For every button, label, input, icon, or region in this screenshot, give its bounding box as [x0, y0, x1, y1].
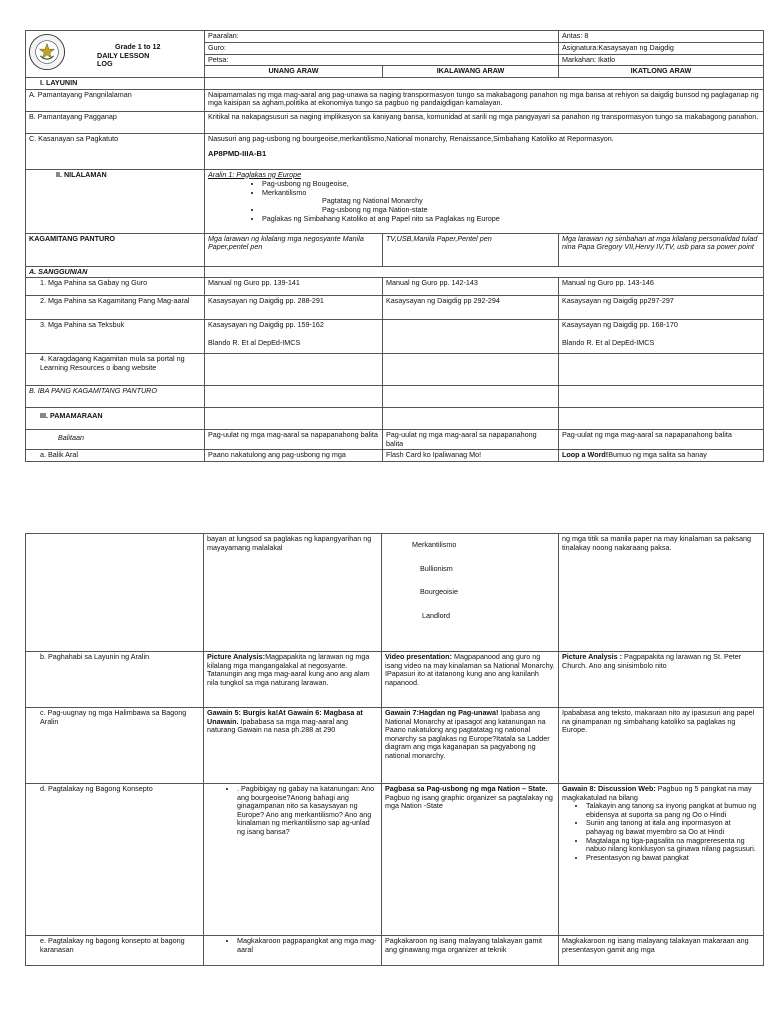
pagtalakay-day2: Pagbasa sa Pag-usbong ng mga Nation – State. Pagbuo ng isang graphic organizer sa pagtalakay ng mga Nation -State [382, 784, 559, 936]
pamantayang-pagganap-text: Kritikal na nakapagsusuri sa naging implikasyon sa kaniyang bansa, komunidad at sarili ng mga pangyayari sa panahon ng transpormasyon tungo sa makabagong panahon. [205, 111, 764, 133]
lesson-log-page-1 [25, 30, 763, 462]
paghahabi-label: b. Paghahabi sa Layunin ng Aralin [26, 652, 204, 708]
word-item: Landlord [422, 610, 450, 620]
layunin-heading: I. LAYUNIN [26, 78, 205, 90]
sanggunian-row-2-label: 2. Mga Pahina sa Kagamitang Pang Mag-aaral [26, 296, 205, 320]
deped-seal-icon [28, 33, 66, 71]
sanggunian-row-2-day1: Kasaysayan ng Daigdig pp. 288-291 [205, 296, 383, 320]
lesson-log-page-2 [25, 533, 763, 966]
list-item: • Pag-usbong ng mga Nation-state [262, 206, 760, 215]
antas-field: Antas: 8 [559, 31, 764, 43]
list-item: • Magtalaga ng tiga-pagsalita na magpreresenta ng nabuo nilang konklusyon sa ginawa nilang pagsusuri. [586, 837, 760, 854]
kasanayan-text: Nasusuri ang pag-usbong ng bourgeoise,merkantilismo,National monarchy, Renaissance,Simbahang Katoliko at Repormasyon. AP8PMD-IIIA-B1 [205, 133, 764, 169]
sanggunian-row-1-label: 1. Mga Pahina sa Gabay ng Guro [26, 278, 205, 296]
list-item: • Talakayin ang tanong sa inyong pangkat at bumuo ng ebidensya at suporta sa pang ng Oo o Hindi [586, 802, 760, 819]
kasanayan-label: C. Kasanayan sa Pagkatuto [26, 133, 205, 169]
pagtalakay-day3: Gawain 8: Discussion Web: Pagbuo ng 5 pangkat na may magkakatulad na bilang • Talakayin ang tanong sa inyong pangkat at bumuo ng ebidensya at suporta sa pang ng Oo o Hindi • Suriin ang tanong at itala ang inpormasyon at pahayag ng bawat myembro sa Oo at Hindi • Magtalaga ng tiga-pagsalita na magpreresenta ng nabuo nilang konklusyon sa ginawa nilang pagsusuri. • Presentasyon ng bawat pangkat [559, 784, 764, 936]
sanggunian-row-1-day1: Manual ng Guro pp. 139-141 [205, 278, 383, 296]
sanggunian-heading: A. SANGGUNIAN [26, 266, 205, 278]
word-item: Bullionism [420, 563, 453, 573]
paghahabi-day2: Video presentation: Magpapanood ang guro ng isang video na may kinalaman sa National Monarchy. IPapasuri ito at itatanong kung ano ang kanilanh napanood. [382, 652, 559, 708]
pagtalakay-bagong-karanasan-label: e. Pagtalakay ng bagong konsepto at bagong karanasan [26, 936, 204, 966]
iba-pang-kagamitan-label: B. IBA PANG KAGAMITANG PANTURO [26, 386, 205, 408]
kagamitan-label: KAGAMITANG PANTURO [26, 233, 205, 266]
pagtalakay-e-day1 [204, 936, 382, 966]
list-item: Pagtatag ng National Monarchy [322, 196, 423, 206]
document-title: Grade 1 to 12 DAILY LESSON LOG [97, 42, 161, 69]
balik-aral-day2: Flash Card ko Ipaliwanag Mo! [383, 450, 559, 462]
petsa-field: Petsa: [205, 54, 559, 66]
kagamitan-day2: TV,USB,Manila Paper,Pentel pen [383, 233, 559, 266]
list-item: • . Pagbibigay ng gabay na katanungan: Ano ang bourgeoise?Anong bahagi ang ginagampanan nito sa kasaysayan ng Europe? Ano ang merkantilismo? Ano ang kinalaman ng merkantilismo sap ag-unlad ng isang bansa? [237, 785, 378, 837]
list-item: • Presentasyon ng bawat pangkat [586, 854, 760, 863]
list-item: • Pag-usbong ng Bougeoise, [262, 180, 760, 189]
pamamaraan-heading: III. PAMAMARAAN [26, 408, 205, 430]
lesson-log-table-2 [25, 533, 764, 966]
pamantayang-pangnilalaman-label: A. Pamantayang Pangnilalaman [26, 89, 205, 111]
day1-header: UNANG ARAW [205, 66, 383, 78]
balitaan-day1: Pag-uulat ng mga mag-aaral sa napapanahong balita [205, 430, 383, 450]
paaralan-field: Paaralan: [205, 31, 559, 43]
sanggunian-row-3-day1: Kasaysayan ng Daigdig pp. 159-162 Blando R. Et al DepEd-IMCS [205, 320, 383, 354]
kagamitan-day3: Mga larawan ng simbahan at mga kilalang personalidad tulad nina Papa Gregory VII,Henry IV,TV, usb para sa power point [559, 233, 764, 266]
balik-aral-label: a. Balik Aral [26, 450, 205, 462]
list-item: • Magkakaroon pagpapangkat ang mga mag-aaral [237, 937, 378, 954]
kagamitan-day1: Mga larawan ng kilalang mga negosyante Manila Paper,pentel pen [205, 233, 383, 266]
pamantayang-pangnilalaman-text: Naipamamalas ng mga mag-aaral ang pag-unawa sa naging transpormasyon tungo sa makabagong panahon ng mga bansa at rehiyon sa daigdig bunsod ng paglaganap ng mga kaisipan sa agham,politika at ekonomiya tungo sa pagbuo ng pandaigdigan kamalayan. [205, 89, 764, 111]
pag-uugnay-day2: Gawain 7:Hagdan ng Pag-unawa! Ipabasa ang National Monarchy at ipasagot ang katanungan na Paano nakatulong ang pagtatatag ng national monarchy sa paglakas ng Europe?Itatala sa Ladder diagram ang mga kaganapan sa pagyabong ng national monarchy. [382, 708, 559, 784]
list-item: • Paglakas ng Simbahang Katoliko at ang Papel nito sa Paglakas ng Europe [262, 215, 760, 224]
nilalaman-list [208, 180, 760, 223]
markahan-field: Markahan: Ikatlo [559, 54, 764, 66]
pag-uugnay-day1: Gawain 5: Burgis ka!At Gawain 6: Magbasa at Unawain. Ipababasa sa mga mag-aaral ang naturang Gawain na nasa ph.288 at 290 [204, 708, 382, 784]
balik-aral-day1-cont: bayan at lungsod sa paglakas ng kapangyarihan ng mayayamang malalakal [204, 534, 382, 652]
asignatura-field: Asignatura:Kasaysayan ng Daigdig [559, 42, 764, 54]
sanggunian-row-3-day2 [383, 320, 559, 354]
paghahabi-day1: Picture Analysis:Magpapakita ng larawan ng mga kilalang mga mangangalakal at negosyante. Tatanungin ang mga mag-aaral kung ano ang alam nila tungkol sa mga naturang larawan. [204, 652, 382, 708]
balitaan-day2: Pag-uulat ng mga mag-aaral sa napapanahong balita [383, 430, 559, 450]
word-item: Bourgeoisie [420, 587, 458, 597]
pag-uugnay-label: c. Pag-uugnay ng mga Halimbawa sa Bagong Aralin [26, 708, 204, 784]
balik-aral-day3-cont: ng mga titik sa manila paper na may kinalaman sa paksang tinalakay noong nakaraang paksa. [559, 534, 764, 652]
nilalaman-heading: II. NILALAMAN [26, 169, 205, 233]
list-item: • Merkantilismo [262, 189, 760, 198]
sanggunian-row-4-label: 4. Karagdagang Kagamitan mula sa portal ng Learning Resources o ibang website [26, 354, 205, 386]
sanggunian-row-1-day2: Manual ng Guro pp. 142-143 [383, 278, 559, 296]
sanggunian-row-2-day3: Kasaysayan ng Daigdig pp297-297 [559, 296, 764, 320]
sanggunian-row-3-day3: Kasaysayan ng Daigdig pp. 168-170 Blando R. Et al DepEd-IMCS [559, 320, 764, 354]
guro-field: Guro: [205, 42, 559, 54]
pagtalakay-e-day2: Pagkakaroon ng isang malayang talakayan gamit ang ginawang mga organizer at teknik [382, 936, 559, 966]
sanggunian-row-1-day3: Manual ng Guro pp. 143-146 [559, 278, 764, 296]
list-item: • Suriin ang tanong at itala ang inpormasyon at pahayag ng bawat myembro sa Oo at Hindi [586, 819, 760, 836]
balitaan-label: Balitaan [26, 430, 205, 450]
day2-header: IKALAWANG ARAW [383, 66, 559, 78]
balik-aral-day2-words [382, 534, 559, 652]
pagtalakay-label: d. Pagtalakay ng Bagong Konsepto [26, 784, 204, 936]
pagtalakay-day1 [204, 784, 382, 936]
balik-aral-day1: Paano nakatulong ang pag-usbong ng mga [205, 450, 383, 462]
pag-uugnay-day3: Ipababasa ang teksto, makaraan nito ay ipasusuri ang papel na ginampanan ng simbahang katoliko sa paglakas ng Europe. [559, 708, 764, 784]
balik-aral-day3: Loop a Word!Bumuo ng mga salita sa hanay [559, 450, 764, 462]
balitaan-day3: Pag-uulat ng mga mag-aaral sa napapanahong balita [559, 430, 764, 450]
day3-header: IKATLONG ARAW [559, 66, 764, 78]
paghahabi-day3: Picture Analysis : Pagpapakita ng larawan ng St. Peter Church. Ano ang sinisimbolo nito [559, 652, 764, 708]
aralin-title: Aralin 1: Paglakas ng Europe [208, 169, 302, 179]
word-item: Merkantilismo [412, 540, 457, 549]
nilalaman-content [205, 169, 764, 233]
competency-code: AP8PMD-IIIA-B1 [208, 149, 267, 159]
pamantayang-pagganap-label: B. Pamantayang Pagganap [26, 111, 205, 133]
sanggunian-row-3-label: 3. Mga Pahina sa Teksbuk [26, 320, 205, 354]
lesson-log-table-1 [25, 30, 764, 462]
sanggunian-row-2-day2: Kasaysayan ng Daigdig pp 292-294 [383, 296, 559, 320]
pagtalakay-e-day3: Magkakaroon ng isang malayang talakayan makaraan ang presentasyon gamit ang mga [559, 936, 764, 966]
